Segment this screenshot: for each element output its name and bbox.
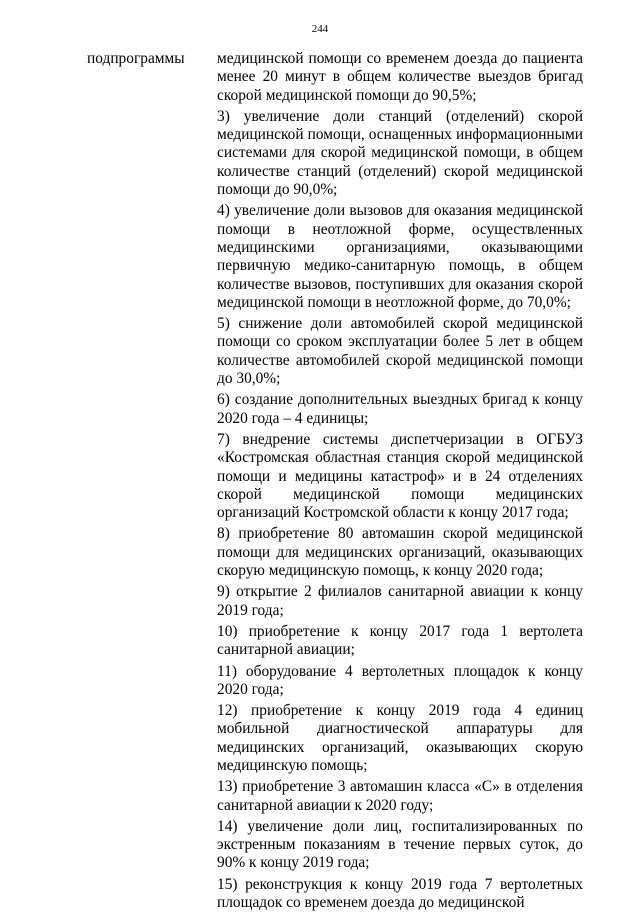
paragraph: 13) приобретение 3 автомашин класса «С» в отделения санитарной авиации к 2020 году; <box>217 778 583 814</box>
paragraph: 4) увеличение доли вызовов для оказания медицинской помощи в неотложной форме, осуществленных медицинскими организациями, оказывающими первичную медико-санитарную помощь, в общем количестве вызовов, поступивших для оказания скорой медицинской помощи в неотложной форме, до 70,0%; <box>217 202 583 311</box>
paragraph: 5) снижение доли автомобилей скорой медицинской помощи со сроком эксплуатации более 5 лет в общем количестве автомобилей скорой медицинской помощи до 30,0%; <box>217 315 583 388</box>
paragraph: 11) оборудование 4 вертолетных площадок к концу 2020 года; <box>217 662 583 698</box>
paragraph: 10) приобретение к концу 2017 года 1 вертолета санитарной авиации; <box>217 622 583 659</box>
paragraph: 12) приобретение к концу 2019 года 4 единиц мобильной диагностической аппаратуры для медицинских организаций, оказывающих скорую медицинскую помощь; <box>217 702 583 774</box>
paragraph: 3) увеличение доли станций (отделений) скорой медицинской помощи, оснащенных информационными системами для скорой медицинской помощи, в общем количестве станций (отделений) скорой медицинской помощи до 90,0%; <box>217 107 583 199</box>
row-label: подпрограммы <box>87 50 185 67</box>
paragraph: 8) приобретение 80 автомашин скорой медицинской помощи для медицинских организаций, оказывающих скорую медицинскую помощь, к концу 2020 года; <box>217 525 583 580</box>
paragraph: медицинской помощи со временем доезда до пациента менее 20 минут в общем количестве выездов бригад скорой медицинской помощи до 90,5%; <box>217 50 583 104</box>
paragraph: 6) создание дополнительных выездных бригад к концу 2020 года – 4 единицы; <box>217 391 583 427</box>
paragraph: 7) внедрение системы диспетчеризации в ОГБУЗ «Костромская областная станция скорой медицинской помощи и медицины катастроф» и в 24 отделениях скорой медицинской помощи медицинских организаций Костромской области к концу 2017 года; <box>217 430 583 522</box>
paragraph: 15) реконструкция к концу 2019 года 7 вертолетных площадок со временем доезда до медицинской <box>217 875 583 912</box>
paragraph-list <box>217 50 583 915</box>
paragraph: 14) увеличение доли лиц, госпитализированных по экстренным показаниям в течение первых суток, до 90% к концу 2019 года; <box>217 817 583 872</box>
paragraph: 9) открытие 2 филиалов санитарной авиации к концу 2019 года; <box>217 583 583 619</box>
page-number: 244 <box>311 23 329 35</box>
